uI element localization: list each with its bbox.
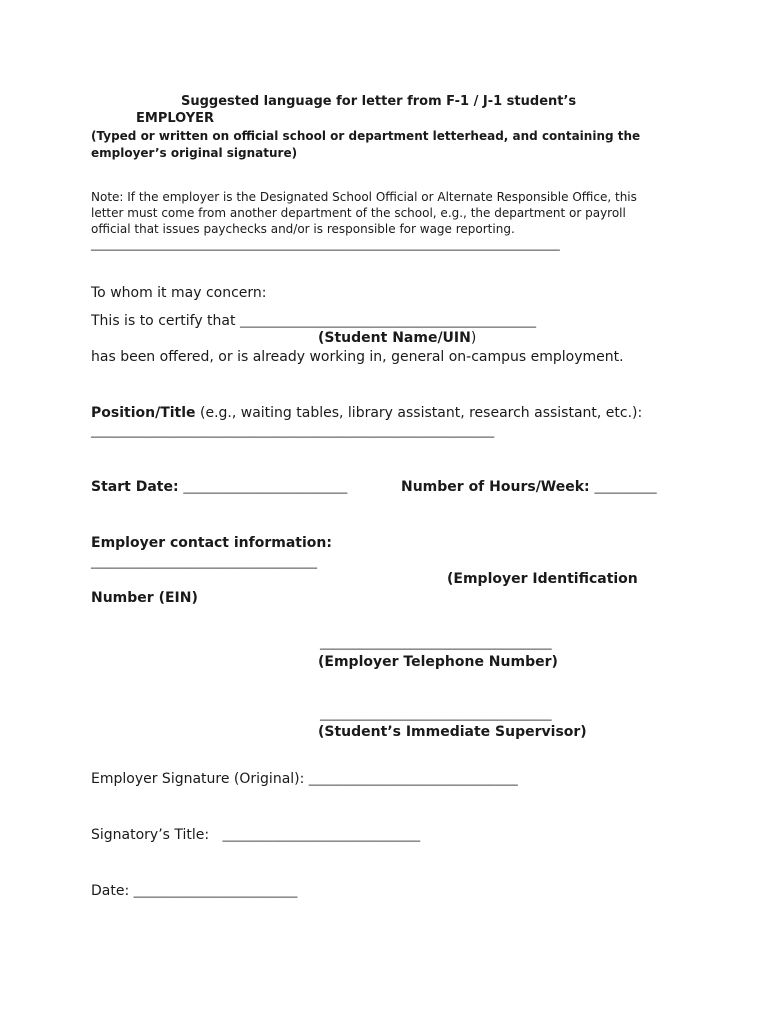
hours-line <box>401 479 657 495</box>
salutation: To whom it may concern: <box>91 285 267 301</box>
start-date-field[interactable]: _____________________________ <box>183 481 348 494</box>
employer-signature-field[interactable]: _____________________________________ <box>308 773 518 786</box>
supervisor-caption: (Student’s Immediate Supervisor) <box>318 724 587 740</box>
hours-per-week-field[interactable]: ___________ <box>594 481 657 494</box>
student-name-caption-close: ) <box>470 330 477 346</box>
supervisor-field[interactable]: _________________________________________ <box>320 708 552 721</box>
subtitle-line-2: employer’s original signature) <box>91 146 298 160</box>
signature-label: Employer Signature (Original): <box>91 771 309 787</box>
employer-contact-label: Employer contact information: <box>91 535 332 551</box>
hours-label: Number of Hours/Week: <box>401 479 595 495</box>
student-name-uin-caption <box>318 330 476 346</box>
date-field[interactable]: _____________________________ <box>133 885 298 898</box>
start-date-line <box>91 479 347 495</box>
subtitle-line-1: (Typed or written on official school or department letterhead, and containing the <box>91 129 641 143</box>
student-name-caption-bold: (Student Name/UIN <box>318 330 471 346</box>
note-line-2: letter must come from another department of the school, e.g., the department or payroll <box>91 206 626 220</box>
start-date-label: Start Date: <box>91 479 184 495</box>
student-name-uin-field[interactable]: ____________________________________________________ <box>239 314 537 328</box>
signature-line <box>91 771 518 787</box>
note-line-1: Note: If the employer is the Designated School Official or Alternate Responsible Office, this <box>91 190 637 204</box>
note-divider-rule: ___________________________________________________________________________________ <box>91 238 560 251</box>
position-title-field[interactable]: _____________________________________________________________________ <box>91 424 495 438</box>
employer-telephone-caption: (Employer Telephone Number) <box>318 654 558 670</box>
position-hint: (e.g., waiting tables, library assistant, research assistant, etc.): <box>195 405 643 421</box>
ein-caption-line-1: (Employer Identification <box>447 571 638 587</box>
ein-caption-line-2: Number (EIN) <box>91 590 198 606</box>
title-line-1: Suggested language for letter from F-1 / J-1 student’s <box>181 94 577 109</box>
date-line <box>91 883 297 899</box>
signatory-title-field[interactable]: ___________________________________ <box>222 829 421 842</box>
position-line <box>91 405 642 421</box>
certify-continuation: has been offered, or is already working in, general on-campus employment. <box>91 349 624 365</box>
note-line-3: official that issues paychecks and/or is responsible for wage reporting. <box>91 222 515 236</box>
employer-telephone-field[interactable]: _________________________________________ <box>320 637 552 650</box>
signatory-title-line <box>91 827 420 843</box>
position-label: Position/Title <box>91 405 196 421</box>
ein-field[interactable]: _______________________________________ <box>91 555 318 569</box>
date-label: Date: <box>91 883 134 899</box>
signatory-title-label: Signatory’s Title: <box>91 827 223 843</box>
certify-prefix: This is to certify that <box>91 313 240 329</box>
certify-line <box>91 313 536 329</box>
title-line-2: EMPLOYER <box>136 111 215 126</box>
